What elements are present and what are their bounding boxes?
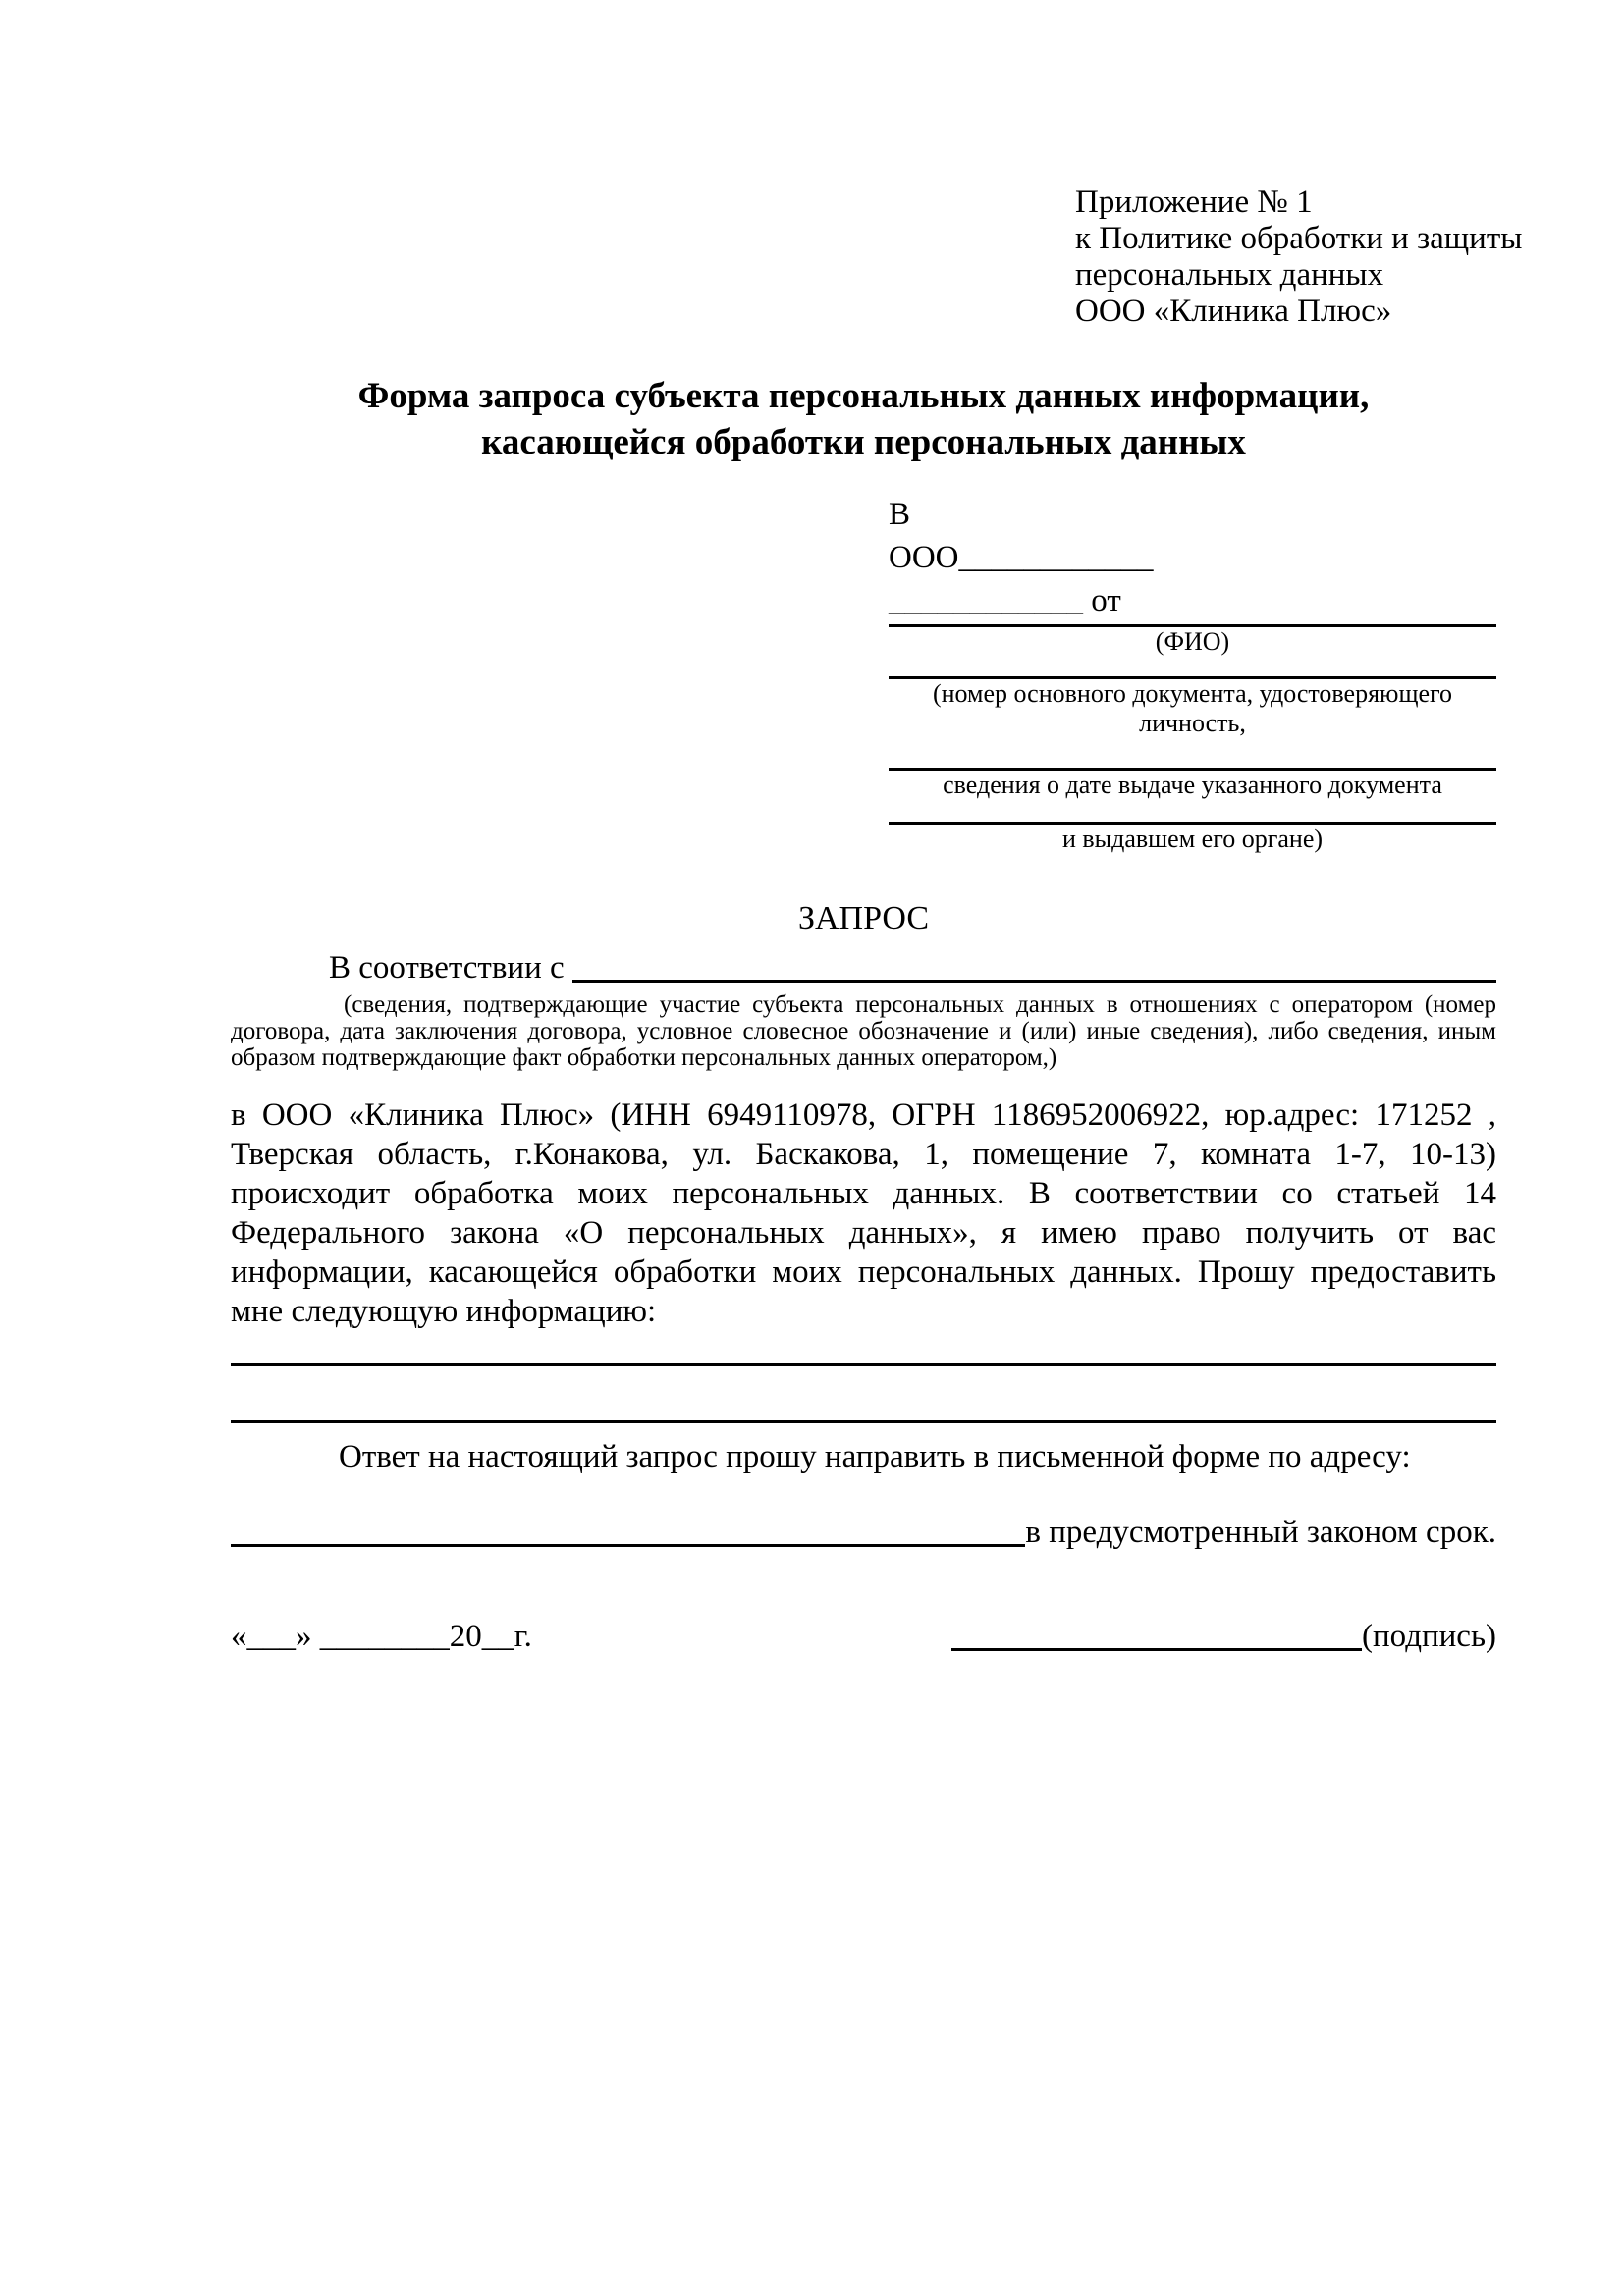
addressee-org-blank: ООО____________ <box>889 540 1154 575</box>
addressee-block <box>889 493 1496 854</box>
addressee-from-blank: ____________ от <box>889 583 1121 618</box>
fio-caption: (ФИО) <box>1155 627 1230 656</box>
document-title-line: касающейся обработки персональных данных <box>481 422 1246 462</box>
reply-instruction: Ответ на настоящий запрос прошу направить в письменной форме по адресу: <box>339 1439 1411 1474</box>
issue-date-caption: сведения о дате выдаче указанного документа <box>943 771 1442 799</box>
blank-line-basis <box>572 980 1496 983</box>
document-title-line: Форма запроса субъекта персональных данных информации, <box>357 376 1370 416</box>
date-blank: «___» ________20__г. <box>231 1619 532 1654</box>
request-heading: ЗАПРОС <box>797 900 930 936</box>
request-body-paragraph: в ООО «Клиника Плюс» (ИНН 6949110978, ОГРН 1186952006922, юр.адрес: 171252 , Тверская область, г.Конакова, ул. Баскакова, 1, помещение 7, комната 1-7, 10-13) происходит обработка моих персональных данных. В соответствии со статьей 14 Федерального закона «О персональных данных», я имею право получить от вас информации, касающейся обработки моих персональных данных. Прошу предоставить мне следующую информацию: <box>231 1097 1496 1329</box>
request-intro-row <box>231 946 1496 989</box>
signature-right <box>951 1615 1496 1658</box>
appendix-line: Приложение № 1 <box>1075 185 1313 220</box>
addressee-to: В <box>889 497 911 532</box>
blank-line-address <box>231 1544 1025 1547</box>
blank-line-info-2 <box>231 1420 1496 1423</box>
blank-line-signature <box>951 1648 1362 1651</box>
document-title <box>231 373 1496 465</box>
basis-explanation-note: (сведения, подтверждающие участие субъекта персональных данных в отношениях с оператором (номер договора, дата заключения договора, условное словесное обозначение и (или) иные сведения), либо сведения, иным образом подтверждающие факт обработки персональных данных оператором,) <box>231 991 1496 1071</box>
appendix-line: ООО «Клиника Плюс» <box>1075 294 1392 329</box>
appendix-line: персональных данных <box>1075 257 1384 293</box>
issuing-authority-caption: и выдавшем его органе) <box>1061 825 1324 853</box>
document-content <box>231 0 1523 1658</box>
reply-tail-text: в предусмотренный законом срок. <box>1025 1515 1496 1550</box>
appendix-line: к Политике обработки и защиты <box>1075 221 1523 256</box>
signature-row <box>231 1615 1496 1658</box>
reply-address-row <box>231 1511 1496 1554</box>
document-number-caption: (номер основного документа, удостоверяющего личность, <box>932 679 1453 737</box>
request-intro-text: В соответствии с <box>329 950 565 986</box>
blank-line-info-1 <box>231 1363 1496 1366</box>
appendix-block <box>1075 185 1523 330</box>
signature-caption: (подпись) <box>1362 1619 1496 1654</box>
